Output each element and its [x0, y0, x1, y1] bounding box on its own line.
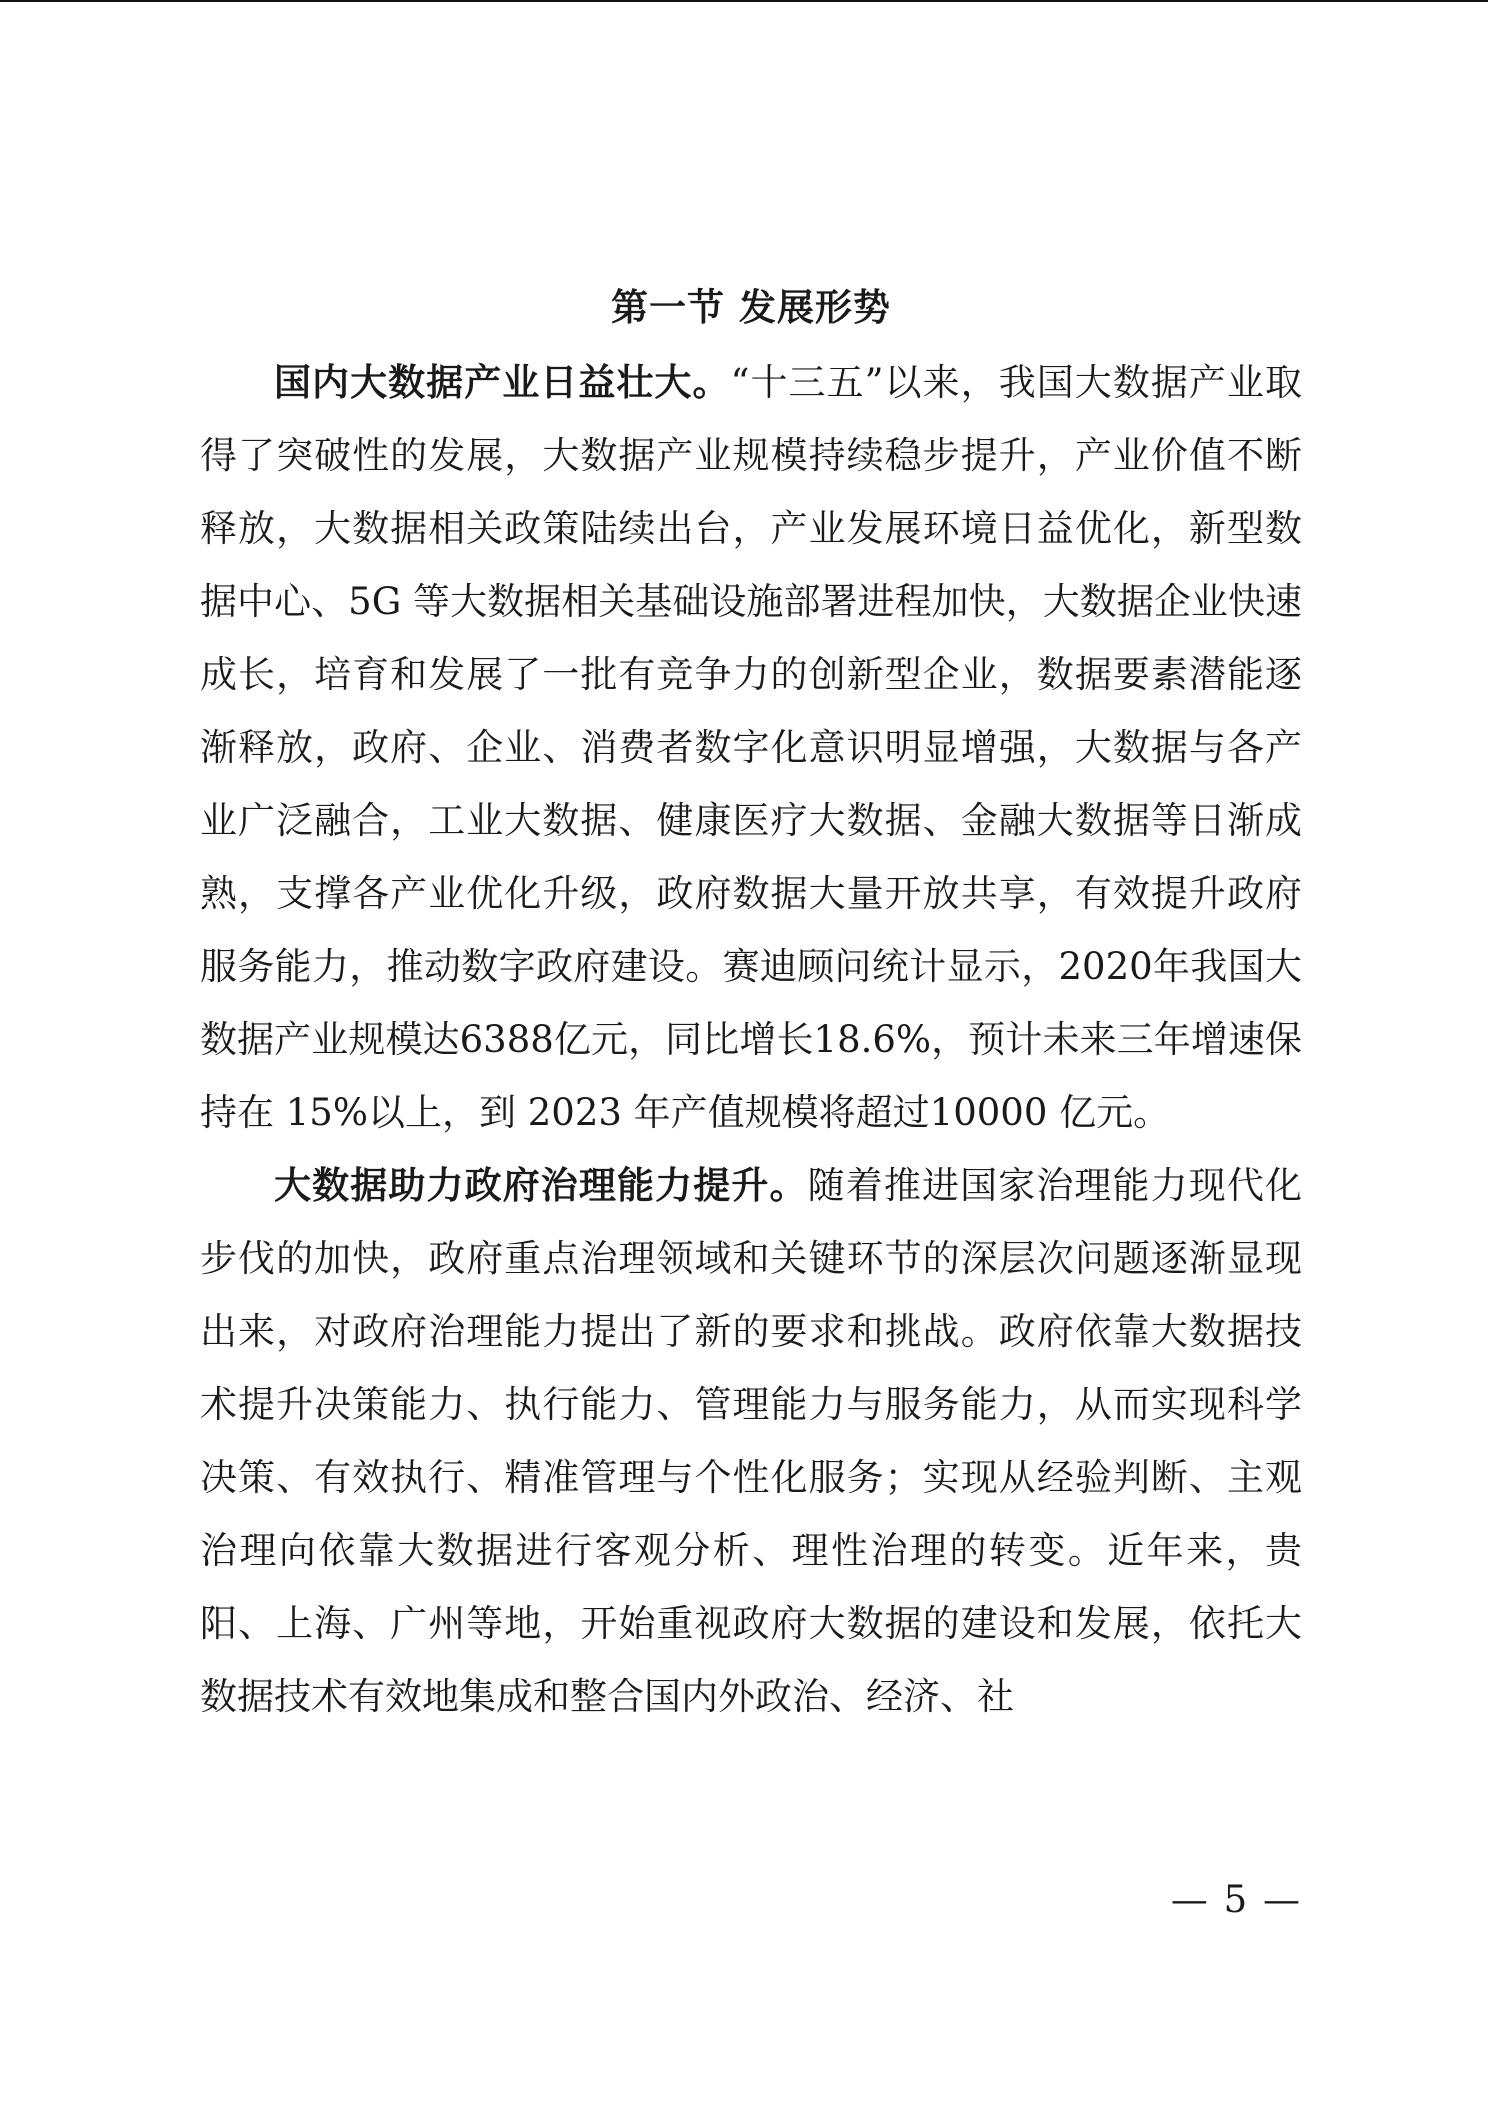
paragraph-body: “十三五”以来，我国大数据产业取得了突破性的发展，大数据产业规模持续稳步提升，产业价值不断释放，大数据相关政策陆续出台，产业发展环境日益优化，新型数据中心、5G 等大数据相关基础设施部署进程加快，大数据企业快速成长，培育和发展了一批有竞争力的创新型企业，数据要素潜能逐渐释放，政府、企业、消费者数字化意识明显增强，大数据与各产业广泛融合，工业大数据、健康医疗大数据、金融大数据等日渐成熟，支撑各产业优化升级，政府数据大量开放共享，有效提升政府服务能力，推动数字政府建设。赛迪顾问统计显示，2020年我国大数据产业规模达6388亿元，同比增长18.6%，预计未来三年增速保持在 15%以上，到 2023 年产值规模将超过10000 亿元。 — [200, 361, 1302, 1134]
page-number: — 5 — — [1170, 1878, 1302, 1921]
paragraph-government-governance — [200, 1149, 1302, 1733]
paragraph-body: 随着推进国家治理能力现代化步伐的加快，政府重点治理领域和关键环节的深层次问题逐渐显现出来，对政府治理能力提出了新的要求和挑战。政府依靠大数据技术提升决策能力、执行能力、管理能力与服务能力，从而实现科学决策、有效执行、精准管理与个性化服务；实现从经验判断、主观治理向依靠大数据进行客观分析、理性治理的转变。近年来，贵阳、上海、广州等地，开始重视政府大数据的建设和发展，依托大数据技术有效地集成和整合国内外政治、经济、社 — [200, 1164, 1303, 1718]
document-page — [200, 270, 1302, 1733]
paragraph-domestic-industry — [200, 346, 1302, 1149]
paragraph-lead: 国内大数据产业日益壮大。 — [274, 360, 731, 404]
paragraph-lead: 大数据助力政府治理能力提升。 — [274, 1163, 808, 1207]
top-border-line — [0, 0, 1488, 2]
section-title: 第一节 发展形势 — [611, 285, 891, 329]
